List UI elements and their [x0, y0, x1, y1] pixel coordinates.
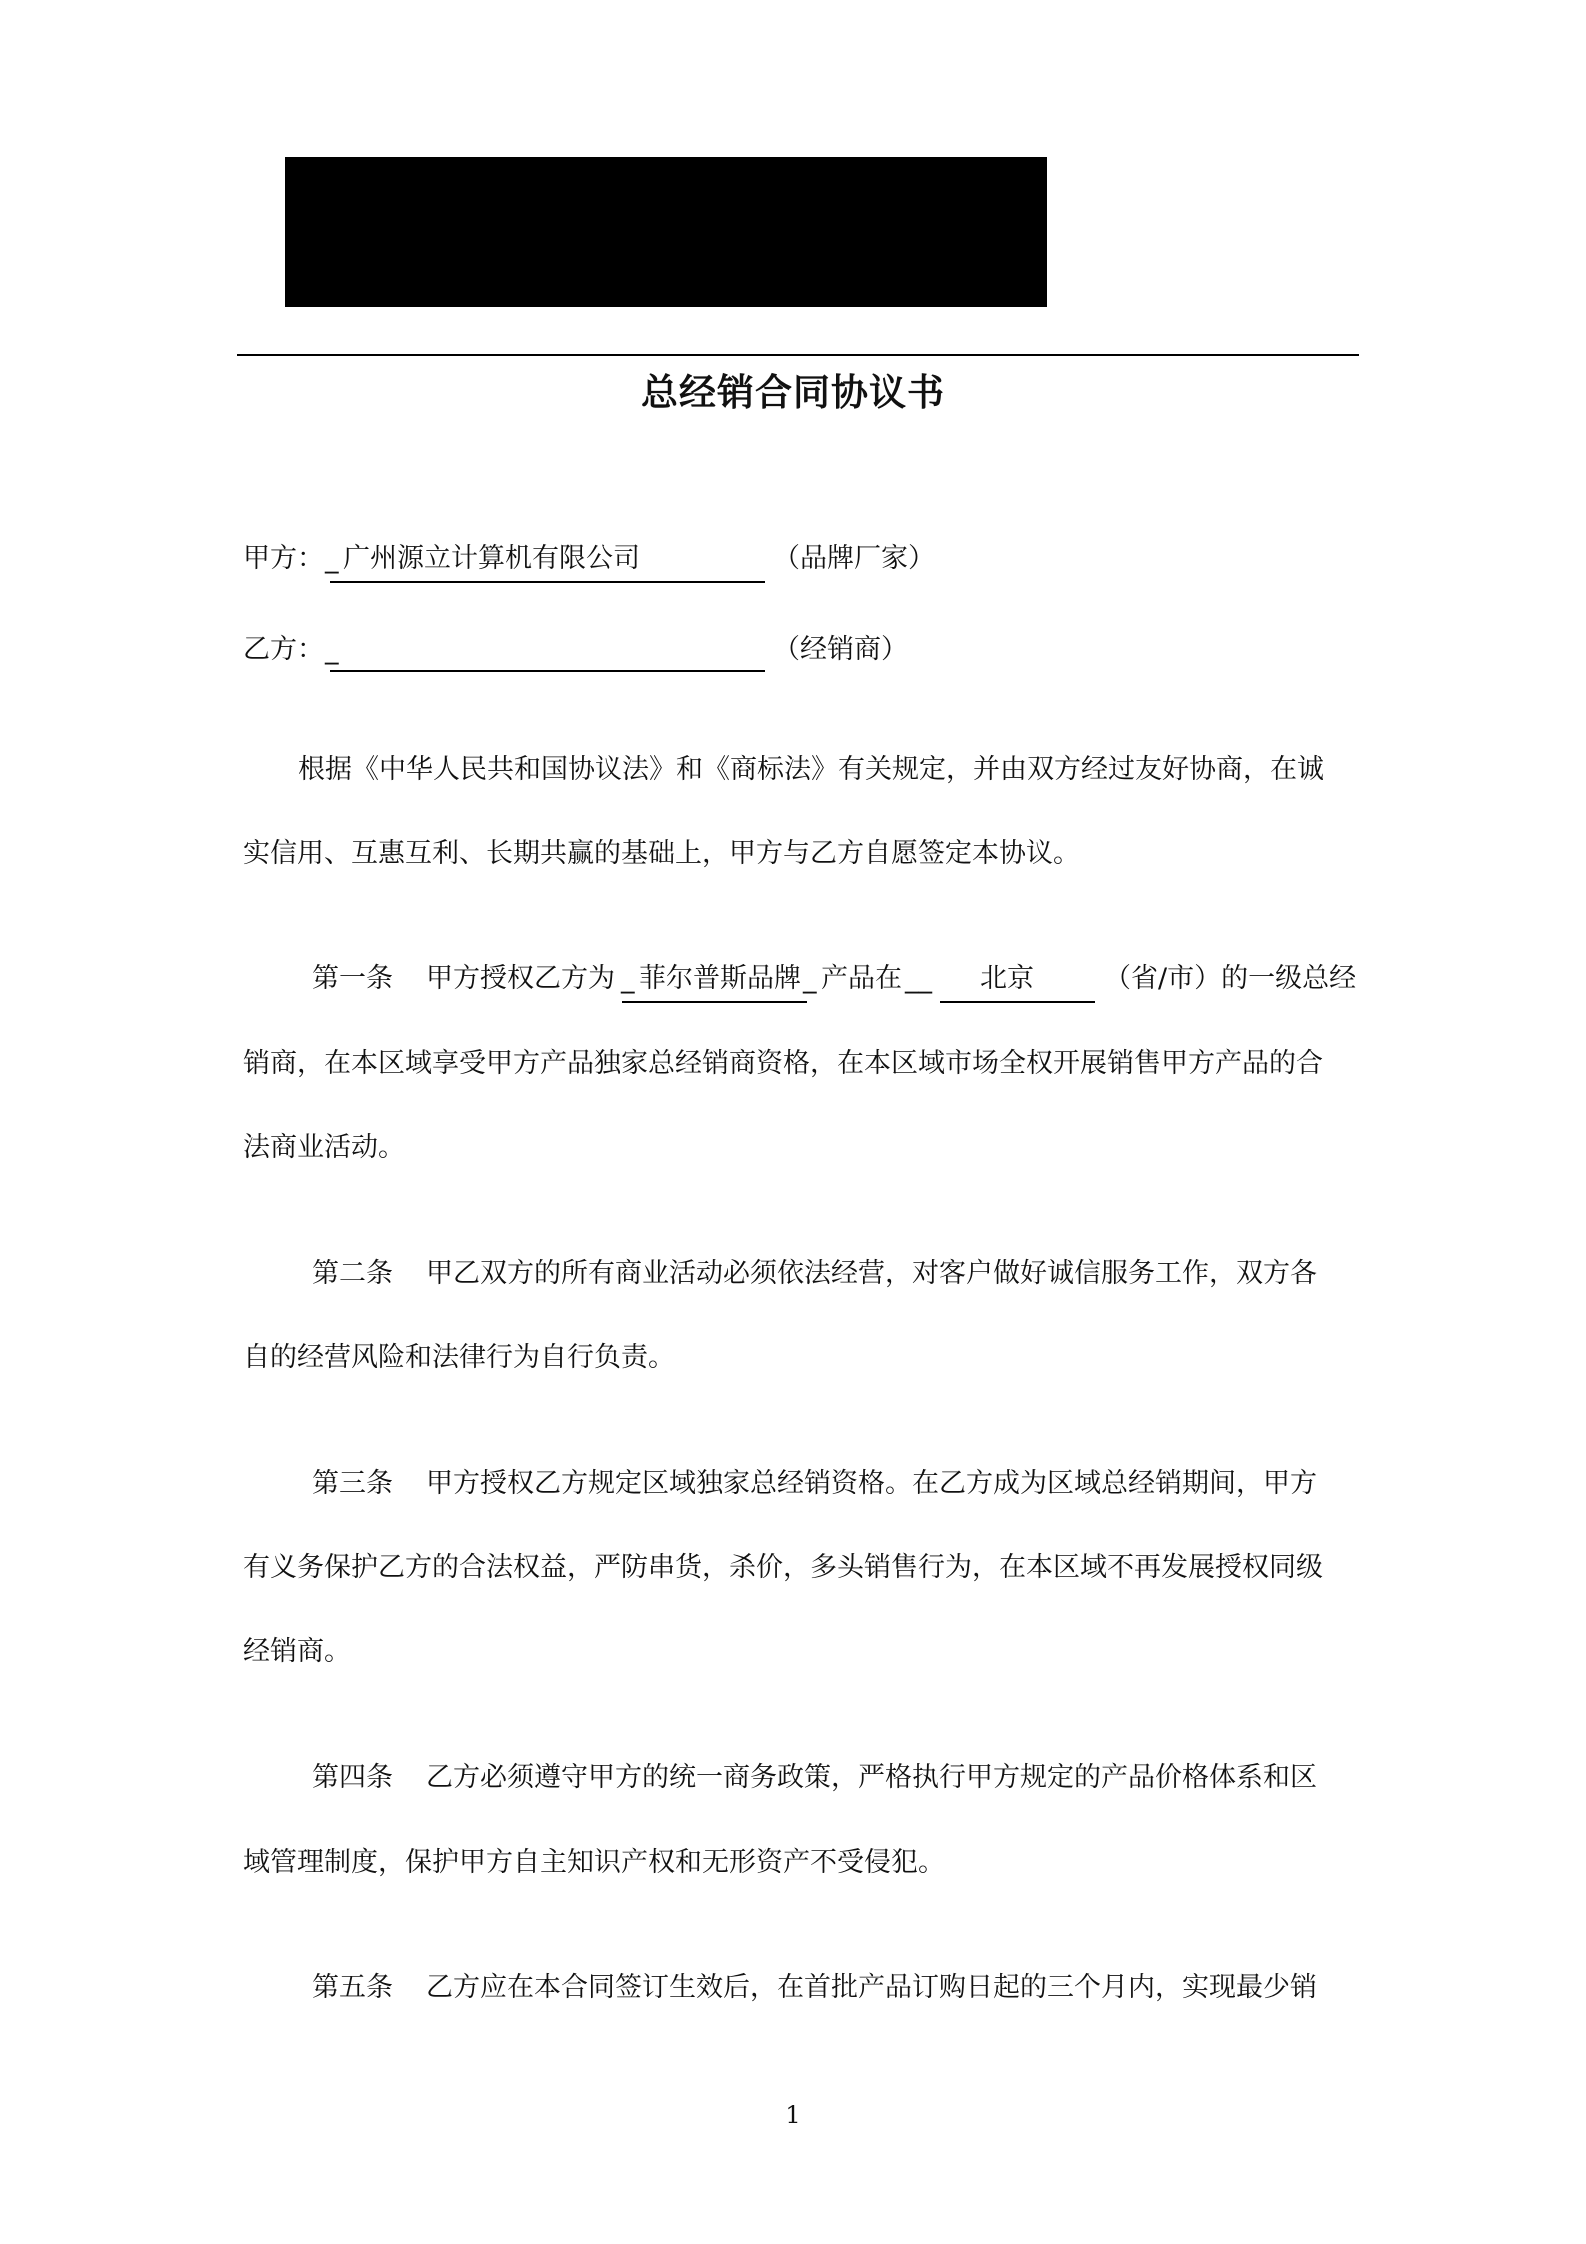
article-1-heading: 第一条: [312, 963, 393, 994]
article-3-first-line: 甲方授权乙方规定区域独家总经销资格。在乙方成为区域总经销期间，甲方: [426, 1468, 1317, 1499]
party-b-role: （经销商）: [773, 634, 908, 665]
article-4-heading: 第四条: [312, 1762, 393, 1793]
article-1-brand-suffix: _: [803, 963, 817, 994]
party-a-value: 广州源立计算机有限公司: [343, 543, 640, 574]
article-1-line: 销商，在本区域享受甲方产品独家总经销商资格，在本区域市场全权开展销售甲方产品的合: [243, 1048, 1323, 1079]
party-a-role: （品牌厂家）: [773, 543, 935, 574]
party-a-label: 甲方：: [243, 543, 324, 574]
article-2-first-line: 甲乙双方的所有商业活动必须依法经营，对客户做好诚信服务工作，双方各: [426, 1258, 1317, 1289]
article-2-heading: 第二条: [312, 1258, 393, 1289]
article-1-region: 北京: [980, 963, 1034, 994]
article-3-line: 有义务保护乙方的合法权益，严防串货，杀价，多头销售行为，在本区域不再发展授权同级: [243, 1552, 1323, 1583]
party-b-label: 乙方：: [243, 634, 324, 665]
article-1-region-prefix: __: [905, 963, 932, 994]
article-1-line: 法商业活动。: [243, 1132, 405, 1163]
article-5-heading: 第五条: [312, 1972, 393, 2003]
header-rule: [237, 354, 1359, 356]
redaction-block: [285, 157, 1047, 307]
party-a-underline: [330, 581, 765, 583]
article-1-brand-underline: [622, 1001, 807, 1003]
article-1-middle: 产品在: [821, 963, 902, 994]
article-1-prefix: 甲方授权乙方为: [426, 963, 615, 994]
article-4-line: 域管理制度，保护甲方自主知识产权和无形资产不受侵犯。: [243, 1847, 945, 1878]
article-5-first-line: 乙方应在本合同签订生效后，在首批产品订购日起的三个月内，实现最少销: [426, 1972, 1317, 2003]
article-1-suffix: （省/市）的一级总经: [1104, 963, 1357, 994]
page-number: 1: [785, 2101, 801, 2129]
article-1-brand: 菲尔普斯品牌: [639, 963, 801, 994]
party-a-prefix: _: [325, 543, 339, 574]
document-title: 总经销合同协议书: [641, 371, 945, 414]
party-b-underline: [330, 670, 765, 672]
article-1-brand-prefix: _: [621, 963, 635, 994]
party-b-prefix: _: [325, 634, 339, 665]
article-4-first-line: 乙方必须遵守甲方的统一商务政策，严格执行甲方规定的产品价格体系和区: [426, 1762, 1317, 1793]
article-3-line: 经销商。: [243, 1636, 351, 1667]
article-3-heading: 第三条: [312, 1468, 393, 1499]
article-1-region-underline: [940, 1001, 1095, 1003]
article-2-line: 自的经营风险和法律行为自行负责。: [243, 1342, 675, 1373]
preamble-line: 实信用、互惠互利、长期共赢的基础上，甲方与乙方自愿签定本协议。: [243, 838, 1080, 869]
preamble-line: 根据《中华人民共和国协议法》和《商标法》有关规定，并由双方经过友好协商，在诚: [298, 754, 1324, 785]
